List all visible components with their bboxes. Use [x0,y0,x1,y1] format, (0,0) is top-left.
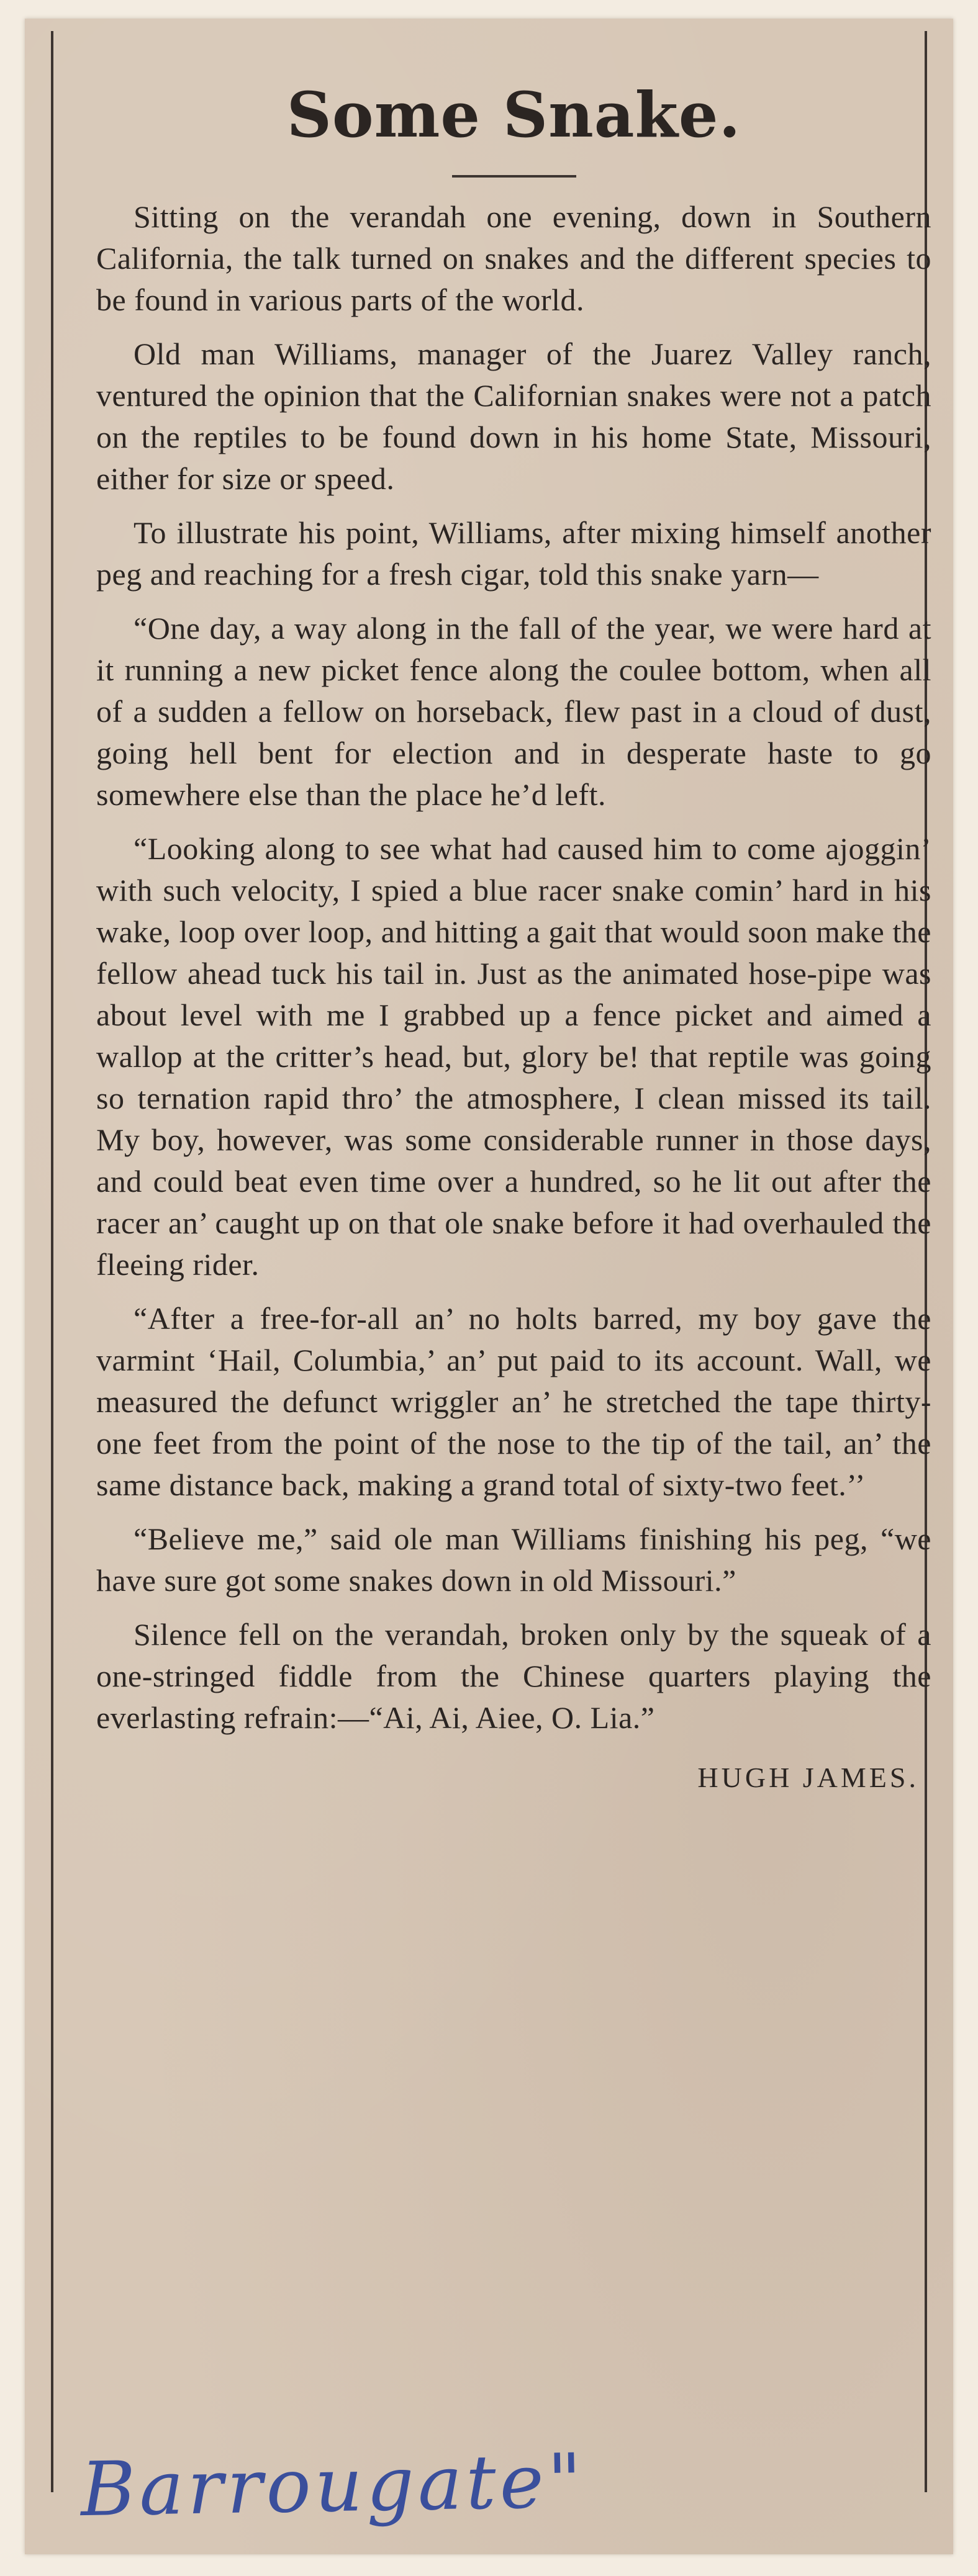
title-divider [452,175,576,178]
paragraph: “Believe me,” said ole man Williams finishing his peg, “we have sure got some snakes down in old Missouri.” [96,1521,931,1598]
paragraph: Sitting on the verandah one evening, down in Southern California, the talk turned on snakes and the different species to be found in various parts of the world. [96,199,931,317]
paragraph: “After a free-for-all an’ no holts barred, my boy gave the varmint ‘Hail, Columbia,’ an’ put paid to its account. Wall, we measured the defunct wriggler an’ he stretched the tape thirty-one feet from the point of the nose to the tip of the tail, an’ the same distance back, making a grand total of sixty-two feet.’’ [96,1301,931,1502]
column-rule-left [51,31,53,2492]
paragraph: “One day, a way along in the fall of the year, we were hard at it running a new picket fence along the coulee bottom, when all of a sudden a fellow on horseback, flew past in a cloud of dust, going hell bent for election and in desperate haste to go somewhere else than the place he’d left. [96,611,931,812]
article-body [96,196,931,1739]
paragraph: Old man Williams, manager of the Juarez Valley ranch, ventured the opinion that the Californian snakes were not a patch on the reptiles to be found down in his home State, Missouri, either for size or speed. [96,336,931,496]
paragraph: To illustrate his point, Williams, after mixing himself another peg and reaching for a fresh cigar, told this snake yarn— [96,515,931,592]
article-title: Some Snake. [286,78,741,151]
article [96,68,931,1794]
handwritten-note: Barrougate" [79,2438,586,2534]
paragraph: Silence fell on the verandah, broken only by the squeak of a one-stringed fiddle from the Chinese quarters playing the everlasting refrain:—“Ai, Ai, Aiee, O. Lia.” [96,1617,931,1735]
byline: HUGH JAMES. [697,1762,919,1793]
newspaper-clipping [25,19,953,2554]
paragraph: “Looking along to see what had caused him to come ajoggin’ with such velocity, I spied a blue racer snake comin’ hard in his wake, loop over loop, and hitting a gait that would soon make the fellow ahead tuck his tail in. Just as the animated hose-pipe was about level with me I grabbed up a fence picket and aimed a wallop at the critter’s head, but, glory be! that reptile was going so ternation rapid thro’ the atmosphere, I clean missed its tail. My boy, however, was some considerable runner in those days, and could beat even time over a hundred, so he lit out after the racer an’ caught up on that ole snake before it had overhauled the fleeing rider. [96,831,931,1282]
